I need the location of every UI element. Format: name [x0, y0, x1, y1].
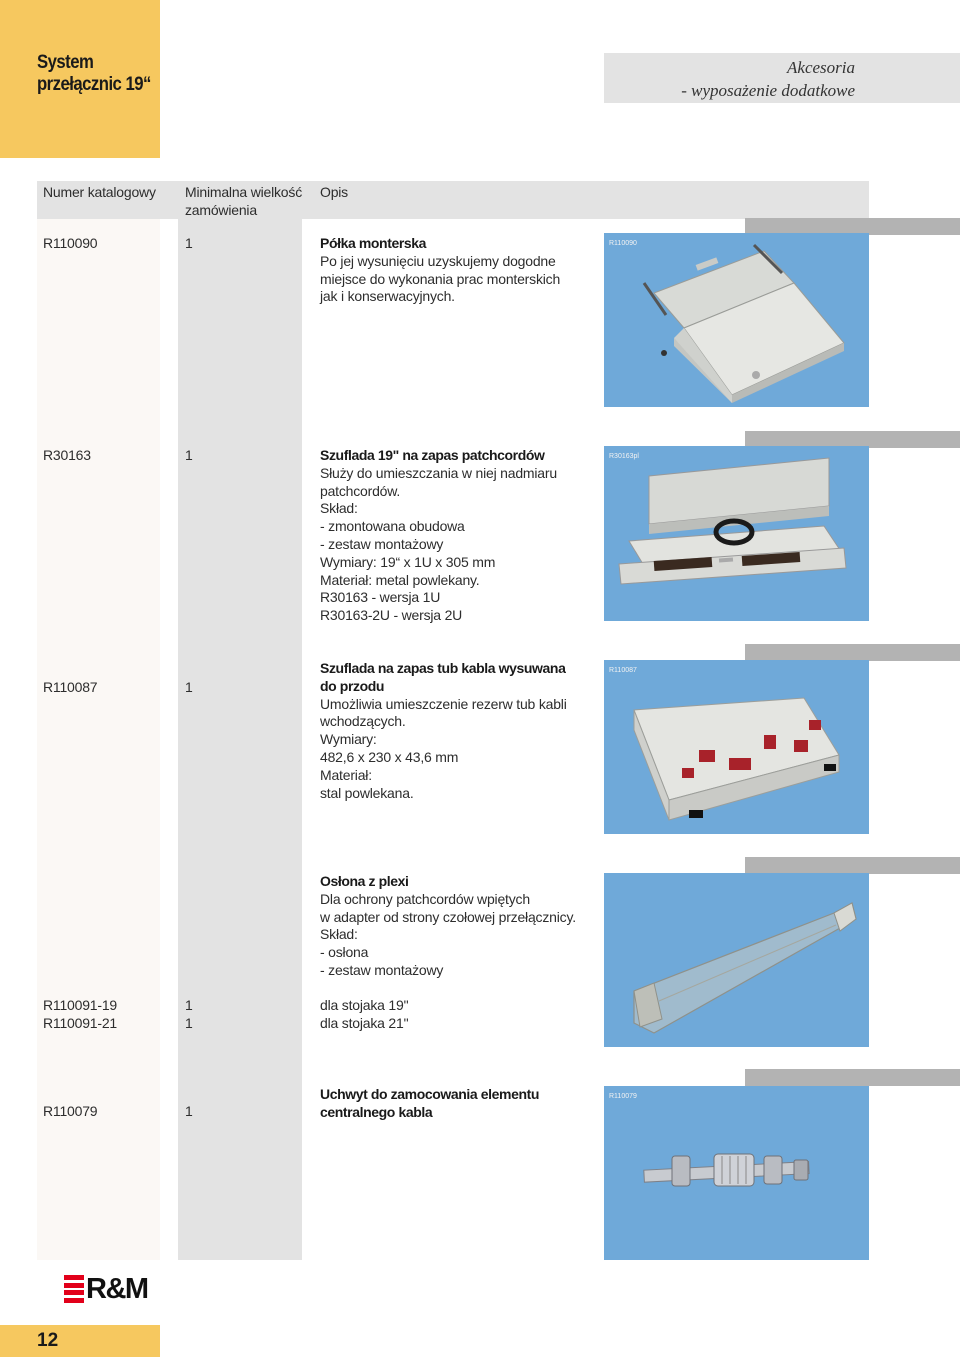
row-3-photo-strip [745, 644, 960, 661]
row-2-desc-line: R30163-2U - wersja 2U [320, 607, 463, 624]
row-4-qty-21: 1 [185, 1014, 193, 1031]
row-2-desc-line: Materiał: metal powlekany. [320, 571, 480, 588]
rm-logo-text: R&M [86, 1273, 148, 1305]
page-number-box [0, 1325, 160, 1357]
row-4-variant-19: dla stojaka 19" [320, 997, 409, 1013]
header-min-order-line-1: Minimalna wielkość [185, 184, 302, 200]
row-4-desc-line: Dla ochrony patchcordów wpiętych [320, 890, 530, 907]
row-4-photo-strip [745, 857, 960, 874]
rm-logo-mark [64, 1275, 84, 1303]
product-photo-r110087 [604, 660, 869, 834]
row-2-desc-line: Wymiary: 19“ x 1U x 305 mm [320, 553, 496, 570]
row-1-desc-line: miejsce do wykonania prac monterskich [320, 270, 561, 287]
row-4-desc-line: Skład: [320, 926, 358, 943]
patchcord-drawer-illustration [604, 446, 869, 621]
row-3-title-line-2: do przodu [320, 677, 385, 694]
row-3-desc-line: Umożliwia umieszczenie rezerw tub kabli [320, 695, 567, 712]
row-3-qty: 1 [185, 679, 193, 695]
product-photo-r110090 [604, 233, 869, 407]
row-5-description [320, 1086, 539, 1122]
header-min-order [185, 183, 302, 219]
row-4-desc-line: - osłona [320, 944, 369, 961]
table-header [37, 181, 869, 219]
row-2-desc-line: R30163 - wersja 1U [320, 589, 441, 606]
photo-label: R110087 [609, 667, 637, 674]
row-5-qty: 1 [185, 1103, 193, 1119]
section-title [37, 52, 151, 96]
row-4-title: Osłona z plexi [320, 873, 409, 889]
row-1-qty: 1 [185, 235, 193, 251]
photo-label: R30163pl [609, 453, 639, 460]
row-2-qty: 1 [185, 447, 193, 463]
row-2-desc-line: Skład: [320, 500, 358, 517]
tube-reserve-drawer-illustration [604, 660, 869, 834]
row-3-desc-line: wchodzących. [320, 713, 406, 730]
row-1-desc-line: Po jej wysunięciu uzyskujemy dogodne [320, 252, 556, 269]
row-4-qtys [185, 997, 193, 1033]
row-5-code: R110079 [43, 1103, 98, 1119]
row-2-desc-line: Służy do umieszczania w niej nadmiaru [320, 464, 557, 481]
row-2-desc-line: patchcordów. [320, 482, 401, 499]
row-4-qty-19: 1 [185, 997, 193, 1013]
row-3-desc-line: Materiał: [320, 766, 372, 783]
mounting-shelf-illustration [604, 233, 869, 407]
row-3-code: R110087 [43, 679, 98, 695]
row-4-code-19: R110091-19 [43, 997, 118, 1013]
row-2-description [320, 447, 557, 625]
product-photo-r110091 [604, 873, 869, 1047]
header-min-order-line-2: zamówienia [185, 202, 257, 218]
row-3-desc-line: 482,6 x 230 x 43,6 mm [320, 748, 459, 765]
plexi-cover-illustration [604, 873, 869, 1047]
cable-holder-illustration [604, 1086, 869, 1260]
row-1-desc-line: jak i konserwacyjnych. [320, 288, 455, 305]
product-photo-r30163 [604, 446, 869, 621]
product-photo-r110079 [604, 1086, 869, 1260]
chapter-title: Akcesoria [787, 58, 855, 77]
row-4-desc-line: - zestaw montażowy [320, 961, 444, 978]
page-number: 12 [37, 1330, 59, 1351]
section-title-line-1: System [37, 52, 94, 73]
row-3-desc-line: Wymiary: [320, 731, 377, 748]
chapter-subtitle: - wyposażenie dodatkowe [681, 81, 855, 100]
row-2-desc-line: - zestaw montażowy [320, 535, 444, 552]
row-4-codes [43, 997, 117, 1033]
rm-logo [64, 1275, 160, 1303]
row-5-title-line-1: Uchwyt do zamocowania elementu [320, 1086, 540, 1102]
row-1-code: R110090 [43, 235, 98, 251]
row-1-description [320, 235, 560, 306]
row-3-desc-line: stal powlekana. [320, 784, 414, 801]
row-4-code-21: R110091-21 [43, 1014, 118, 1031]
row-2-title: Szuflada 19" na zapas patchcordów [320, 447, 545, 463]
row-4-variants [320, 997, 408, 1033]
row-4-variant-21: dla stojaka 21" [320, 1014, 409, 1031]
photo-label: R110079 [609, 1093, 637, 1100]
row-5-photo-strip [745, 1069, 960, 1086]
row-2-desc-line: - zmontowana obudowa [320, 518, 465, 535]
row-4-desc-line: w adapter od strony czołowej przełącznicy. [320, 908, 576, 925]
column-qty-background [178, 218, 302, 1260]
photo-label: R110090 [609, 240, 637, 247]
row-4-description [320, 873, 576, 980]
row-5-title-line-2: centralnego kabla [320, 1103, 433, 1120]
header-catalog-number: Numer katalogowy [43, 184, 156, 200]
row-3-title-line-1: Szuflada na zapas tub kabla wysuwana [320, 660, 566, 676]
header-description: Opis [320, 184, 348, 200]
row-1-title: Półka monterska [320, 235, 427, 251]
row-3-description [320, 660, 567, 802]
row-2-code: R30163 [43, 447, 91, 463]
section-title-line-2: przełącznic 19“ [37, 74, 151, 95]
